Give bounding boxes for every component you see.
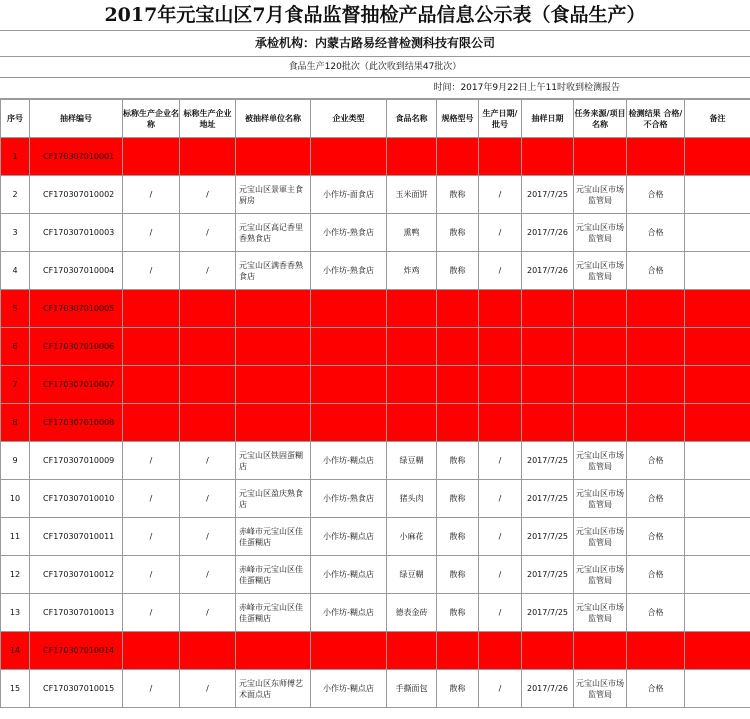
cell-code: CF170307010006: [30, 328, 123, 366]
cell-mfr-name: /: [123, 480, 180, 518]
cell-sample-date: 2017/7/25: [522, 594, 574, 632]
cell-date-batch: [479, 328, 522, 366]
cell-mfr-addr: /: [180, 176, 236, 214]
cell-mfr-addr: [180, 632, 236, 670]
cell-date-batch: /: [479, 594, 522, 632]
cell-code: CF170307010008: [30, 404, 123, 442]
cell-seq: 12: [1, 556, 30, 594]
table-row: [1, 480, 750, 518]
cell-mfr-addr: /: [180, 518, 236, 556]
cell-code: CF170307010015: [30, 670, 123, 708]
cell-code: CF170307010011: [30, 518, 123, 556]
cell-task: 元宝山区市场监管局: [574, 518, 627, 556]
cell-mfr-name: /: [123, 670, 180, 708]
cell-result: [627, 290, 685, 328]
cell-seq: 7: [1, 366, 30, 404]
table-row: [1, 442, 750, 480]
header-sample-date: 抽样日期: [522, 100, 574, 138]
cell-task: 元宝山区市场监管局: [574, 252, 627, 290]
cell-sampled-unit: 元宝山区景軍主食厨房: [236, 176, 311, 214]
cell-sample-date: 2017/7/25: [522, 518, 574, 556]
cell-type: [311, 632, 387, 670]
cell-mfr-name: [123, 138, 180, 176]
header-sampled-unit: 被抽样单位名称: [236, 100, 311, 138]
cell-spec: [437, 366, 479, 404]
cell-task: [574, 328, 627, 366]
cell-mfr-addr: /: [180, 214, 236, 252]
header-code: 抽样编号: [30, 100, 123, 138]
cell-seq: 10: [1, 480, 30, 518]
header-task: 任务来源/项目名称: [574, 100, 627, 138]
cell-spec: 散称: [437, 594, 479, 632]
cell-task: 元宝山区市场监管局: [574, 442, 627, 480]
header-note: 备注: [685, 100, 750, 138]
cell-note: [685, 328, 750, 366]
cell-sample-date: 2017/7/25: [522, 556, 574, 594]
cell-spec: 散称: [437, 480, 479, 518]
cell-seq: 14: [1, 632, 30, 670]
cell-type: 小作坊-糊点店: [311, 594, 387, 632]
cell-spec: 散称: [437, 214, 479, 252]
cell-result: 合格: [627, 252, 685, 290]
cell-food: 绿豆糊: [387, 556, 437, 594]
cell-type: 小作坊-熟食店: [311, 480, 387, 518]
cell-mfr-addr: [180, 366, 236, 404]
cell-task: 元宝山区市场监管局: [574, 556, 627, 594]
cell-mfr-name: /: [123, 518, 180, 556]
cell-mfr-name: [123, 632, 180, 670]
cell-mfr-name: /: [123, 594, 180, 632]
cell-mfr-name: [123, 328, 180, 366]
cell-task: [574, 290, 627, 328]
cell-date-batch: /: [479, 480, 522, 518]
cell-sample-date: [522, 290, 574, 328]
cell-food: 手撕面包: [387, 670, 437, 708]
cell-mfr-name: /: [123, 214, 180, 252]
batch-summary: 食品生产120批次（此次收到结果47批次）: [0, 57, 750, 78]
cell-note: [685, 214, 750, 252]
cell-note: [685, 442, 750, 480]
cell-food: 小麻花: [387, 518, 437, 556]
cell-task: [574, 404, 627, 442]
cell-sampled-unit: [236, 366, 311, 404]
cell-task: 元宝山区市场监管局: [574, 214, 627, 252]
cell-task: 元宝山区市场监管局: [574, 176, 627, 214]
cell-sample-date: [522, 366, 574, 404]
cell-sample-date: 2017/7/25: [522, 176, 574, 214]
cell-date-batch: /: [479, 442, 522, 480]
cell-seq: 11: [1, 518, 30, 556]
cell-result: 合格: [627, 214, 685, 252]
header-seq: 序号: [1, 100, 30, 138]
cell-food: [387, 366, 437, 404]
cell-type: 小作坊-糊点店: [311, 556, 387, 594]
cell-mfr-addr: /: [180, 594, 236, 632]
cell-food: 熏鸭: [387, 214, 437, 252]
cell-note: [685, 176, 750, 214]
cell-type: 小作坊-熟食店: [311, 214, 387, 252]
cell-type: [311, 290, 387, 328]
cell-sampled-unit: 元宝山区铁固蛋糊店: [236, 442, 311, 480]
cell-food: [387, 290, 437, 328]
cell-sampled-unit: 元宝山区盈庆熟食店: [236, 480, 311, 518]
inspection-agency: 承检机构：内蒙古路易经普检测科技有限公司: [0, 31, 750, 57]
cell-spec: [437, 328, 479, 366]
cell-spec: [437, 290, 479, 328]
cell-seq: 2: [1, 176, 30, 214]
cell-code: CF170307010014: [30, 632, 123, 670]
table-row: [1, 176, 750, 214]
cell-type: 小作坊-糊点店: [311, 670, 387, 708]
cell-spec: 散称: [437, 442, 479, 480]
cell-result: 合格: [627, 480, 685, 518]
cell-sampled-unit: [236, 632, 311, 670]
cell-seq: 15: [1, 670, 30, 708]
report-time: 时间：2017年9月22日上午11时收到检测报告: [0, 78, 750, 99]
cell-sample-date: [522, 632, 574, 670]
header-date-batch: 生产日期/批号: [479, 100, 522, 138]
table-row: [1, 138, 750, 176]
cell-spec: [437, 138, 479, 176]
cell-type: 小作坊-面食店: [311, 176, 387, 214]
table-row: [1, 404, 750, 442]
cell-sampled-unit: [236, 404, 311, 442]
cell-food: 玉米面饼: [387, 176, 437, 214]
cell-mfr-addr: /: [180, 670, 236, 708]
cell-mfr-addr: [180, 404, 236, 442]
cell-note: [685, 670, 750, 708]
cell-date-batch: /: [479, 556, 522, 594]
cell-code: CF170307010010: [30, 480, 123, 518]
cell-date-batch: [479, 290, 522, 328]
cell-mfr-addr: /: [180, 556, 236, 594]
cell-sample-date: [522, 328, 574, 366]
cell-task: 元宝山区市场监管局: [574, 480, 627, 518]
cell-note: [685, 632, 750, 670]
cell-seq: 8: [1, 404, 30, 442]
cell-task: 元宝山区市场监管局: [574, 670, 627, 708]
cell-task: [574, 366, 627, 404]
cell-result: 合格: [627, 518, 685, 556]
cell-spec: 散称: [437, 252, 479, 290]
cell-code: CF170307010007: [30, 366, 123, 404]
results-table: [0, 99, 750, 708]
cell-code: CF170307010002: [30, 176, 123, 214]
cell-mfr-name: /: [123, 252, 180, 290]
cell-code: CF170307010005: [30, 290, 123, 328]
cell-type: 小作坊-糊点店: [311, 442, 387, 480]
cell-sampled-unit: [236, 328, 311, 366]
cell-note: [685, 138, 750, 176]
cell-result: [627, 328, 685, 366]
cell-sampled-unit: 赤峰市元宝山区佳佳蛋糊店: [236, 518, 311, 556]
cell-seq: 5: [1, 290, 30, 328]
table-row: [1, 556, 750, 594]
cell-seq: 4: [1, 252, 30, 290]
cell-task: 元宝山区市场监管局: [574, 594, 627, 632]
cell-type: [311, 404, 387, 442]
cell-sample-date: [522, 138, 574, 176]
cell-sample-date: 2017/7/25: [522, 480, 574, 518]
cell-note: [685, 594, 750, 632]
cell-sample-date: 2017/7/25: [522, 442, 574, 480]
cell-mfr-name: /: [123, 176, 180, 214]
cell-spec: 散称: [437, 176, 479, 214]
cell-seq: 1: [1, 138, 30, 176]
table-body: [1, 138, 750, 708]
cell-mfr-name: /: [123, 442, 180, 480]
cell-code: CF170307010001: [30, 138, 123, 176]
cell-mfr-addr: /: [180, 252, 236, 290]
cell-result: 合格: [627, 556, 685, 594]
cell-sampled-unit: [236, 138, 311, 176]
header-mfr-name: 标称生产企业名称: [123, 100, 180, 138]
cell-food: 猪头肉: [387, 480, 437, 518]
cell-mfr-name: [123, 404, 180, 442]
cell-food: 德表金砖: [387, 594, 437, 632]
cell-sample-date: 2017/7/26: [522, 252, 574, 290]
cell-seq: 9: [1, 442, 30, 480]
cell-date-batch: [479, 138, 522, 176]
cell-type: 小作坊-糊点店: [311, 518, 387, 556]
cell-spec: [437, 404, 479, 442]
cell-date-batch: /: [479, 252, 522, 290]
cell-sampled-unit: 元宝山区东师傅艺术面点店: [236, 670, 311, 708]
table-row: [1, 594, 750, 632]
cell-note: [685, 366, 750, 404]
cell-mfr-addr: [180, 138, 236, 176]
header-mfr-addr: 标称生产企业地址: [180, 100, 236, 138]
cell-sample-date: 2017/7/26: [522, 214, 574, 252]
cell-sampled-unit: 赤峰市元宝山区佳佳蛋糊店: [236, 556, 311, 594]
cell-spec: 散称: [437, 670, 479, 708]
cell-mfr-name: [123, 290, 180, 328]
cell-food: 炸鸡: [387, 252, 437, 290]
cell-code: CF170307010013: [30, 594, 123, 632]
header-result: 检测结果 合格/不合格: [627, 100, 685, 138]
cell-code: CF170307010004: [30, 252, 123, 290]
cell-spec: [437, 632, 479, 670]
table-row: [1, 632, 750, 670]
cell-sampled-unit: [236, 290, 311, 328]
cell-food: [387, 138, 437, 176]
cell-sampled-unit: 元宝山区满香香熟食店: [236, 252, 311, 290]
cell-note: [685, 518, 750, 556]
cell-food: [387, 632, 437, 670]
table-row: [1, 366, 750, 404]
cell-result: 合格: [627, 594, 685, 632]
cell-result: 合格: [627, 670, 685, 708]
cell-note: [685, 404, 750, 442]
cell-food: [387, 328, 437, 366]
cell-date-batch: [479, 404, 522, 442]
cell-result: [627, 138, 685, 176]
cell-seq: 6: [1, 328, 30, 366]
cell-sample-date: 2017/7/26: [522, 670, 574, 708]
cell-mfr-name: [123, 366, 180, 404]
table-row: [1, 290, 750, 328]
cell-spec: 散称: [437, 518, 479, 556]
cell-food: 绿豆糊: [387, 442, 437, 480]
cell-result: [627, 632, 685, 670]
cell-task: [574, 138, 627, 176]
table-row: [1, 328, 750, 366]
cell-mfr-addr: [180, 328, 236, 366]
table-row: [1, 252, 750, 290]
cell-note: [685, 480, 750, 518]
header-type: 企业类型: [311, 100, 387, 138]
cell-spec: 散称: [437, 556, 479, 594]
table-row: [1, 518, 750, 556]
header-food: 食品名称: [387, 100, 437, 138]
cell-mfr-addr: [180, 290, 236, 328]
cell-note: [685, 290, 750, 328]
cell-type: 小作坊-熟食店: [311, 252, 387, 290]
cell-mfr-name: /: [123, 556, 180, 594]
cell-sampled-unit: 赤峰市元宝山区佳佳蛋糊店: [236, 594, 311, 632]
cell-note: [685, 556, 750, 594]
cell-note: [685, 252, 750, 290]
cell-date-batch: /: [479, 670, 522, 708]
table-row: [1, 214, 750, 252]
cell-mfr-addr: /: [180, 480, 236, 518]
cell-mfr-addr: /: [180, 442, 236, 480]
cell-code: CF170307010009: [30, 442, 123, 480]
cell-date-batch: [479, 632, 522, 670]
cell-task: [574, 632, 627, 670]
cell-seq: 13: [1, 594, 30, 632]
table-row: [1, 670, 750, 708]
cell-date-batch: /: [479, 176, 522, 214]
header-row: [1, 100, 750, 138]
cell-seq: 3: [1, 214, 30, 252]
sheet-title: 2017年元宝山区7月食品监督抽检产品信息公示表（食品生产）: [0, 0, 750, 31]
cell-sample-date: [522, 404, 574, 442]
cell-sampled-unit: 元宝山区高记香里香熟食店: [236, 214, 311, 252]
cell-code: CF170307010012: [30, 556, 123, 594]
cell-result: 合格: [627, 176, 685, 214]
cell-date-batch: /: [479, 214, 522, 252]
cell-date-batch: /: [479, 518, 522, 556]
cell-code: CF170307010003: [30, 214, 123, 252]
cell-result: [627, 404, 685, 442]
header-spec: 规格型号: [437, 100, 479, 138]
cell-result: 合格: [627, 442, 685, 480]
cell-type: [311, 366, 387, 404]
cell-type: [311, 138, 387, 176]
cell-type: [311, 328, 387, 366]
cell-result: [627, 366, 685, 404]
cell-date-batch: [479, 366, 522, 404]
cell-food: [387, 404, 437, 442]
